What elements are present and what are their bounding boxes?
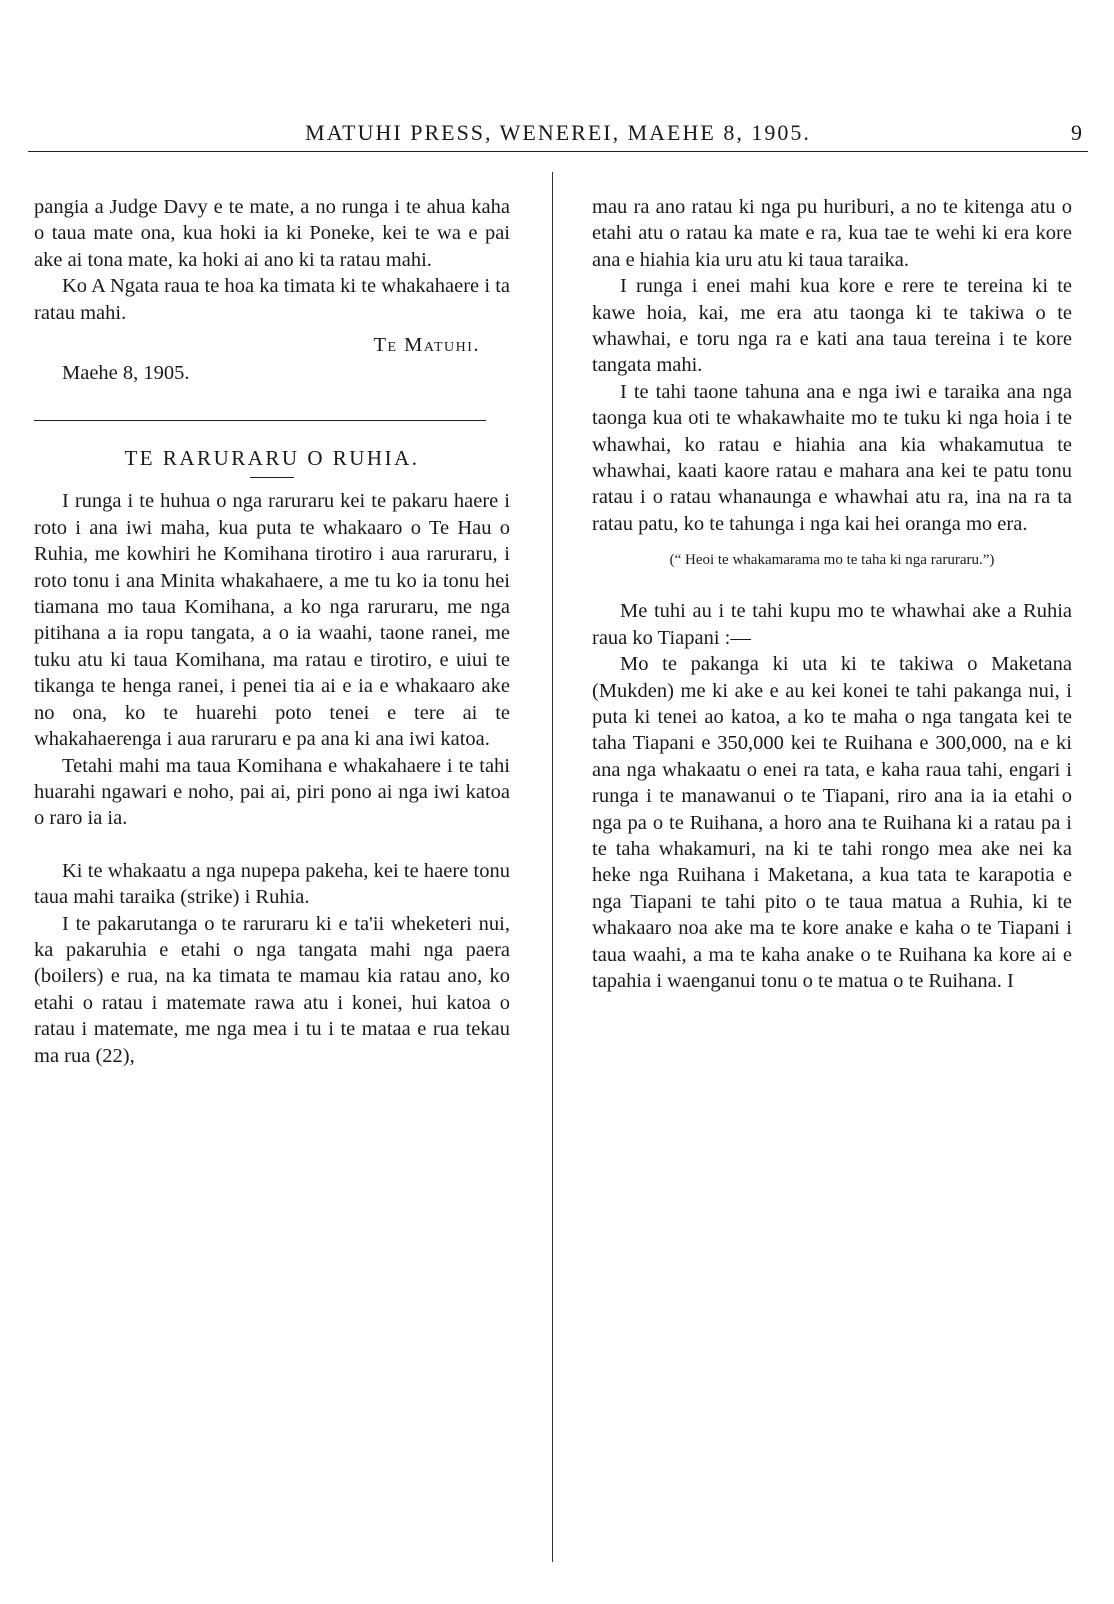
article-paragraph: mau ra ano ratau ki nga pu huriburi, a no te kitenga atu o etahi atu o ratau ka mate e ra, kua tae te wehi ki era kore ana e hiahia kia uru atu ki taua taraika.	[592, 196, 1072, 271]
article-paragraph: I runga i enei mahi kua kore e rere te tereina ki te kawe hoia, kai, me era atu taonga ki te takiwa o te whawhai, e toru nga ra e kati ana taua tereina i te kore tangata mahi.	[592, 275, 1072, 377]
title-underline	[250, 477, 294, 478]
running-title: MATUHI PRESS, WENEREI, MAEHE 8, 1905.	[305, 120, 811, 145]
article-paragraph: Tetahi mahi ma taua Komihana e whakahaere i te tahi huarahi ngawari e noho, pai ai, piri pono ai nga iwi katoa o raro ia ia.	[34, 754, 510, 830]
article-paragraph: I te pakarutanga o te raruraru ki e ta'ii wheketeri nui, ka pakaruhia e etahi o nga tangata mahi nga paera (boilers) e rua, na ka timata te mamau kia ratau ano, ko etahi o ratau i matemate rawa atu i konei, hui katoa o ratau i matemate, me nga mea i tu i te mataa e rua tekau ma rua (22),	[34, 912, 510, 1067]
article-title: TE RARURARU O RUHIA.	[124, 446, 420, 471]
article-paragraph: Mo te pakanga ki uta ki te takiwa o Maketana (Mukden) me ki ake e au kei konei te tahi pakanga nui, i puta ki tenei ao katoa, a ko te maha o nga tangata kei te taha Tiapani e 350,000 kei te Ruihana e 300,000, na e ki ana nga whakaatu o enei ra tata, e kaha raua tahi, engari i runga i te manawanui o te Tiapani, riro ana ia ia etahi o nga pa o te Ruihana, a horo ana te Ruihana ki a ratau pa i te taha whakamuri, na ki te tahi rongo mea ake nei ka heke nga Ruihana i Maketana, a kua tata te karapotia e nga Tiapani te tahi pito o te taua matua a Ruhia, ki te whakaaro noa ake ma te kore anake e kaha o te Tiapani i taua waahi, a ma te kaha anake o te Ruihana ka kore ai e tapahia i waenganui tonu o te matua o te Ruihana. I	[592, 653, 1072, 992]
article-paragraph: Ki te whakaatu a nga nupepa pakeha, kei te haere tonu taua mahi taraika (strike) i Ruhia.	[34, 859, 510, 909]
ngata-paragraph: Ko A Ngata raua te hoa ka timata ki te whakahaere i ta ratau mahi.	[34, 275, 510, 324]
paragraph-gap	[34, 832, 510, 858]
article-paragraph: I runga i te huhua o nga raruraru kei te pakaru haere i roto i ana iwi maha, kua puta te whakaaro o Te Hau o Ruhia, me kowhiri he Komihana tirotiro i aua raruraru, i roto tonu i ana Minita whakahaere, a me tu ko ia tonu hei tiamana mo taua Komihana, a ko nga raruraru, me nga pitihana a ia ropu tangata, a o ia waahi, taone ranei, me tuku atu ki taua Komihana, ma ratau e tirotiro, e uiui te tikanga te henga ranei, i penei tia ai e ia e whakaaro ake no ona, ko te huarehi poto tenei e tere ai te whakahaerenga i aua raruraru e pa ana ki ana iwi katoa.	[34, 490, 510, 751]
quote-caption: (“ Heoi te whakamarama mo te taha ki nga raruraru.”)	[669, 552, 995, 569]
signoff-block	[34, 332, 510, 396]
left-column	[34, 194, 510, 1069]
signoff-date: Maehe 8, 1905.	[62, 362, 190, 385]
page-number: 9	[1071, 120, 1082, 145]
right-column	[592, 194, 1072, 994]
article-paragraph: I te tahi taone tahuna ana e nga iwi e taraika ana nga taonga kua oti te whakawhaite mo te tuku ki nga hoia i te whawhai, ko ratau e hiahia ana kia whakamutua te whawhai, kaati kaore ratau e mahara ana kei te patu tonu ratau i o ratau whanaunga e whawhai atu ra, ina na ra ta ratau patu, ko te tahunga i nga kai hei oranga mo era.	[592, 380, 1072, 535]
signature: Te Matuhi.	[373, 334, 480, 357]
intro-paragraph: pangia a Judge Davy e te mate, a no runga i te ahua kaha o taua mate ona, kua hoki ia ki Poneke, kei te wa e pai ake ai tona mate, ka hoki ai ano ki ta ratau mahi.	[34, 196, 510, 271]
section-divider	[34, 420, 486, 421]
header-rule	[28, 151, 1088, 152]
column-divider	[552, 172, 553, 1562]
article-paragraph: Me tuhi au i te tahi kupu mo te whawhai ake a Ruhia raua ko Tiapani :—	[592, 600, 1072, 649]
page-header	[28, 118, 1088, 152]
